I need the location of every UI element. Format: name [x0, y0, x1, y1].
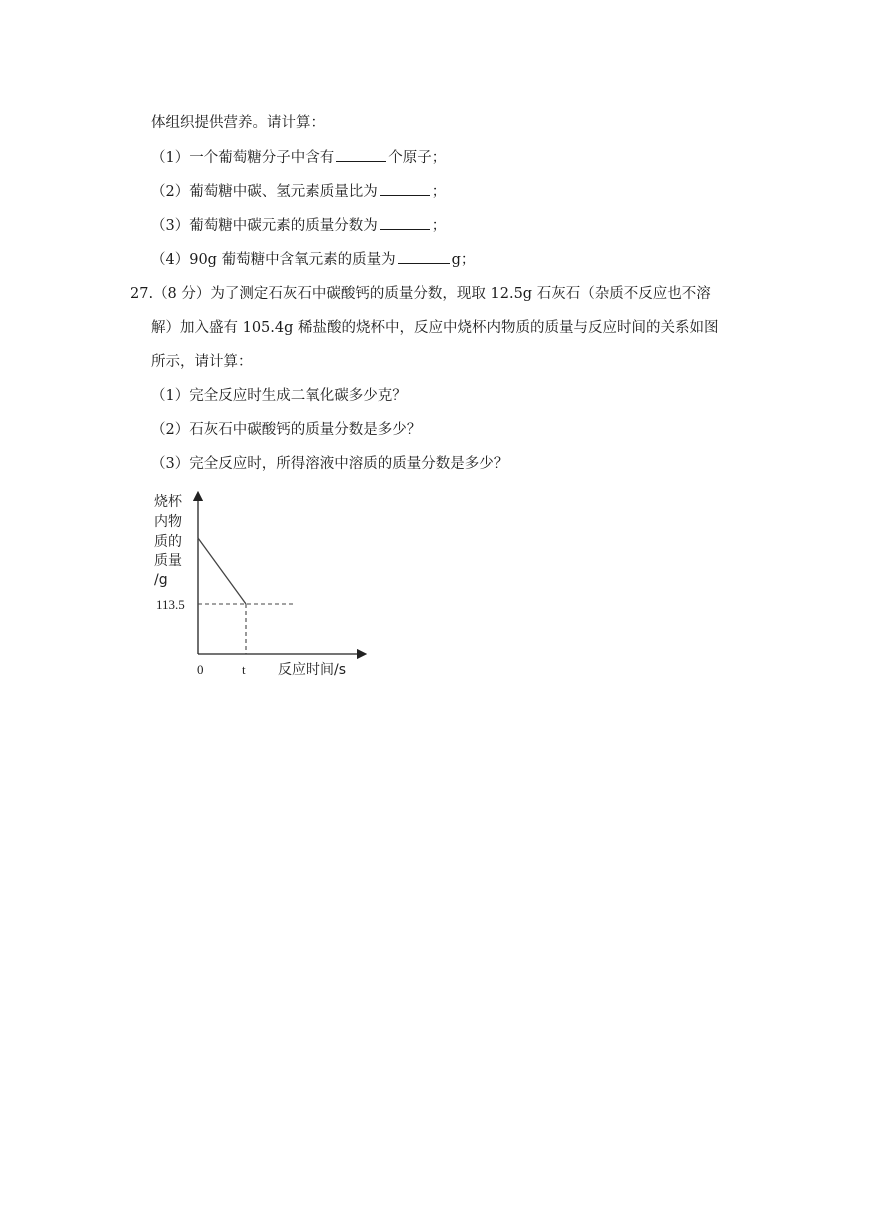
answer-blank[interactable]: [398, 249, 450, 264]
q26-item-num: （1）: [151, 150, 190, 166]
q26-intro-tail: 体组织提供营养。请计算：: [151, 115, 325, 131]
q26-item-4: [151, 249, 475, 270]
y-axis-label-line: 内物: [154, 514, 182, 530]
q26-item-3: [151, 215, 446, 236]
y-tick-label: 113.5: [156, 597, 185, 612]
y-axis-label-line: /g: [154, 572, 168, 588]
q26-item-suffix: 个原子；: [388, 150, 447, 166]
q27-number: 27.: [130, 286, 154, 302]
q26-item-num: （3）: [151, 218, 190, 234]
q26-item-suffix: g；: [451, 252, 476, 268]
mass-decrease-line: [198, 538, 246, 604]
q27-sub-2: （2）石灰石中碳酸钙的质量分数是多少？: [151, 422, 422, 438]
reaction-mass-graph: [140, 484, 380, 684]
q26-item-2: [151, 181, 446, 202]
y-axis-label-line: 质量: [154, 553, 182, 569]
q26-item-text: 葡萄糖中碳、氢元素质量比为: [189, 184, 378, 200]
q26-item-suffix: ；: [431, 218, 447, 234]
q26-item-text: 90g 葡萄糖中含氧元素的质量为: [189, 252, 396, 268]
q27-line-3: 所示，请计算：: [151, 354, 253, 370]
answer-blank[interactable]: [380, 215, 430, 230]
q26-item-suffix: ；: [431, 184, 447, 200]
q27-score: （8 分）: [153, 286, 211, 302]
q26-item-num: （4）: [151, 252, 190, 268]
q27-text-1: 为了测定石灰石中碳酸钙的质量分数，现取 12.5g 石灰石（杂质不反应也不溶: [210, 286, 711, 302]
q26-item-text: 一个葡萄糖分子中含有: [189, 150, 335, 166]
q27-line-1: [130, 284, 711, 304]
q27-line-2: 解）加入盛有 105.4g 稀盐酸的烧杯中，反应中烧杯内物质的质量与反应时间的关系如图: [151, 320, 719, 336]
q27-sub-1: （1）完全反应时生成二氧化碳多少克？: [151, 388, 407, 404]
q26-item-1: [151, 147, 446, 168]
answer-blank[interactable]: [380, 181, 430, 196]
y-axis-label-line: 质的: [154, 534, 182, 550]
y-axis-label-line: 烧杯: [154, 494, 182, 510]
q27-sub-3: （3）完全反应时，所得溶液中溶质的质量分数是多少？: [151, 456, 509, 472]
q26-item-text: 葡萄糖中碳元素的质量分数为: [189, 218, 378, 234]
x-axis-label: 反应时间/s: [278, 662, 347, 678]
answer-blank[interactable]: [336, 147, 386, 162]
q26-item-num: （2）: [151, 184, 190, 200]
x-tick-label-t: t: [242, 662, 246, 677]
x-tick-label-0: 0: [197, 662, 204, 677]
